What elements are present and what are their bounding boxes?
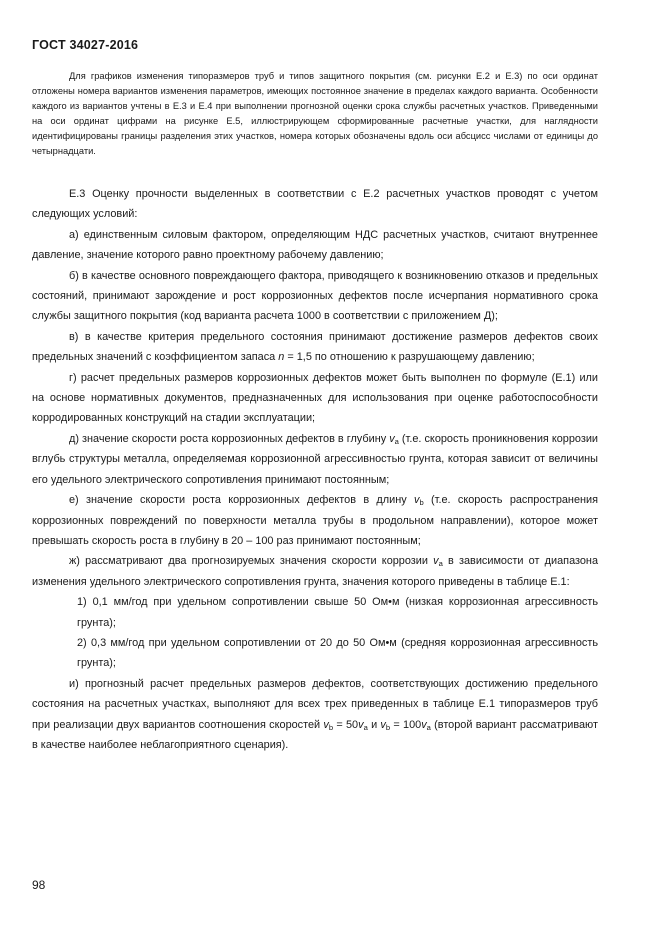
item-a: а) единственным силовым фактором, определяющим НДС расчетных участков, считают внутреннее давление, значение которого равно проектному рабочему давлению; xyxy=(32,228,598,262)
var-n: n xyxy=(278,351,285,364)
var-va: v xyxy=(433,555,439,568)
sub-item-1: 1) 0,1 мм/год при удельном сопротивлении свыше 50 Ом•м (низкая коррозионная агрессивность грунта); xyxy=(77,596,598,629)
sub-item-2: 2) 0,3 мм/год при удельном сопротивлении от 20 до 50 Ом•м (средняя коррозионная агрессивность грунта); xyxy=(77,636,598,670)
item-i: и) прогнозный расчет предельных размеров дефектов, соответствующих достижению предельного состояния на расчетных участках, выполняют для всех трех приведенных в таблице Е.1 типоразмеров труб при реализации двух вариантов соотношения скоростей $v_b = 50v_a$ и $v_b = 100v_a$ (второй вариант рассматривают в качестве наиболее неблагоприятного сценария). xyxy=(32,677,598,751)
item-zh: ж) рассматривают два прогнозируемых значения скорости коррозии $v_a$ в зависимости от диапазона изменения удельного электрического сопротивления грунта, значения которого приведены в таблице Е.1: xyxy=(32,555,598,588)
item-g: г) расчет предельных размеров коррозионных дефектов может быть выполнен по формуле (Е.1) или на основе нормативных документов, предназначенных для использования при оценке работоспособности корродированных конструкций на стадии эксплуатации; xyxy=(32,371,598,425)
main-text xyxy=(32,184,598,755)
intro-paragraph: Для графиков изменения типоразмеров труб и типов защитного покрытия (см. рисунки Е.2 и Е.3) по оси ординат отложены номера вариантов изменения параметров, имеющих постоянное значение в пределах каждого варианта. Особенности каждого из вариантов учтены в Е.3 и Е.4 при выполнении прогнозной оценки срока службы расчетных участков. Приведенными на оси ординат цифрами на рисунке Е.5, иллюстрирующем сформированные расчетные участки, для наглядности идентифицированы границы разделения этих участков, номера которых обозначены вдоль оси абсцисс числами от единицы до четырнадцати. xyxy=(32,71,598,156)
item-b: б) в качестве основного повреждающего фактора, приводящего к возникновению отказов и предельных состояний, принимают зарождение и рост коррозионных дефектов после исчерпания нормативного срока службы защитного покрытия (код варианта расчета 1000 в соответствии с приложением Д); xyxy=(32,269,598,323)
document-header: ГОСТ 34027-2016 xyxy=(32,38,139,52)
intro-section xyxy=(32,69,598,158)
var-vb: v xyxy=(414,494,420,507)
section-e3-heading: Е.3 Оценку прочности выделенных в соответствии с Е.2 расчетных участков проводят с учетом следующих условий: xyxy=(32,188,598,221)
page-number: 98 xyxy=(32,878,46,892)
item-v: в) в качестве критерия предельного состояния принимают достижение размеров дефектов своих предельных значений с коэффициентом запаса n = 1,5 по отношению к разрушающему давлению; xyxy=(32,330,598,364)
item-d: д) значение скорости роста коррозионных дефектов в глубину $v_a$ (т.е. скорость проникновения коррозии вглубь структуры металла, определяемая коррозионной агрессивностью грунта, которая зависит от величины его удельного электрического сопротивления принимают постоянным; xyxy=(32,432,598,486)
var-va: v xyxy=(389,432,395,445)
item-e: е) значение скорости роста коррозионных дефектов в длину $v_b$ (т.е. скорость распространения коррозионных повреждений по поверхности металла трубы в продольном направлении), которое может превышать скорость роста в глубину в 20 – 100 раз принимают постоянным; xyxy=(32,494,598,547)
